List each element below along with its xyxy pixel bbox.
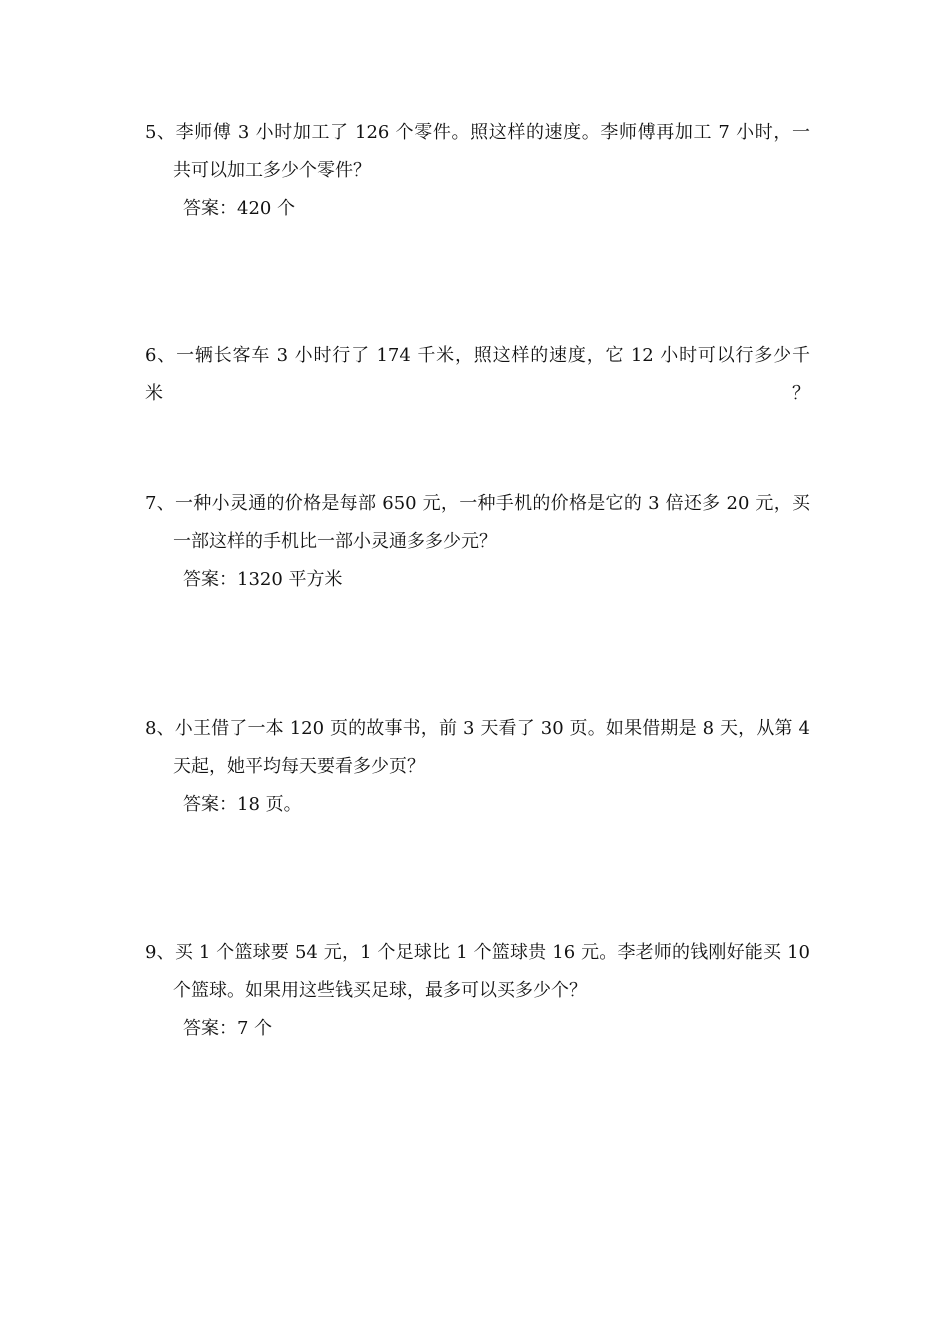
question-text-line: 共可以加工多少个零件？ [173,160,371,181]
question-text-line: 5、李师傅 3 小时加工了 126 个零件。照这样的速度。李师傅再加工 7 小时，一 [145,122,810,143]
question-text-line: 8、小王借了一本 120 页的故事书，前 3 天看了 30 页。如果借期是 8 天，从第 4 [145,718,810,739]
answer-text: 答案：420 个 [183,198,296,219]
question-8 [145,710,810,824]
question-7 [145,485,810,599]
question-6 [145,337,810,413]
answer-text: 答案：7 个 [183,1018,273,1039]
question-text-line: 个篮球。如果用这些钱买足球，最多可以买多少个？ [173,980,587,1001]
question-text-line: 7、一种小灵通的价格是每部 650 元，一种手机的价格是它的 3 倍还多 20 元，买 [145,493,810,514]
answer-text: 答案：18 页。 [183,794,302,815]
question-text-line: 9、买 1 个篮球要 54 元，1 个足球比 1 个篮球贵 16 元。李老师的钱刚好能买 10 [145,942,810,963]
question-text-line: 一部这样的手机比一部小灵通多多少元？ [173,531,497,552]
question-text-line: 6、一辆长客车 3 小时行了 174 千米，照这样的速度，它 12 小时可以行多少千米？ [145,345,810,404]
question-text-line: 天起，她平均每天要看多少页？ [173,756,425,777]
question-9 [145,934,810,1048]
answer-text: 答案：1320 平方米 [183,569,343,590]
question-5 [145,114,810,228]
